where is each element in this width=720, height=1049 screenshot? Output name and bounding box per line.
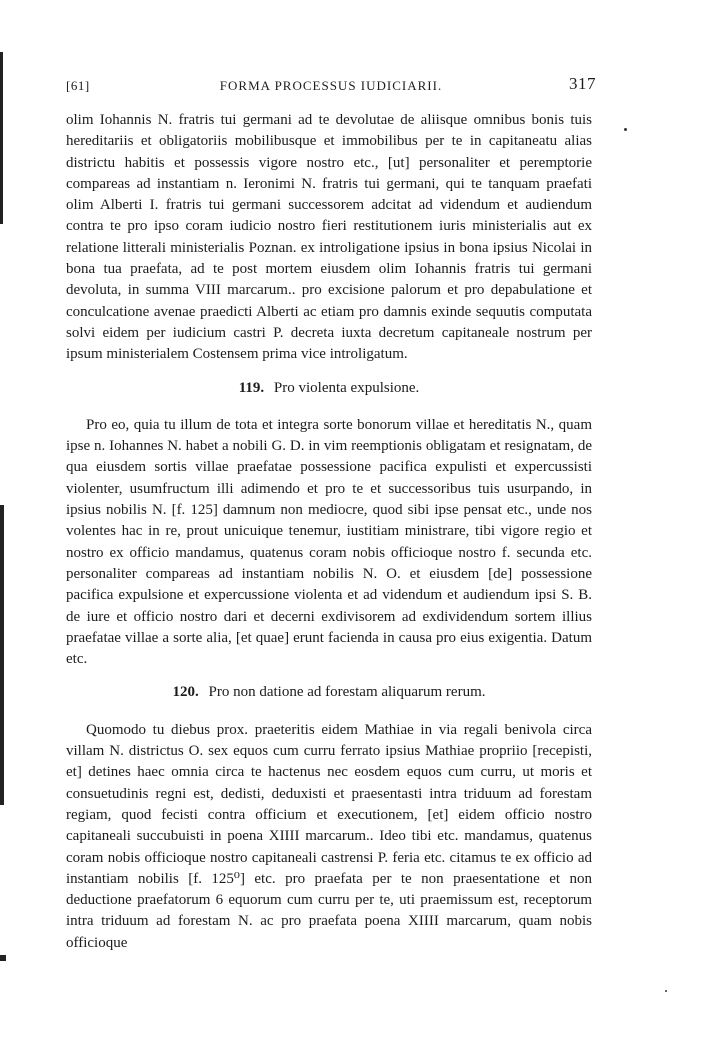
scan-edge-mark xyxy=(0,505,4,805)
scan-edge-mark xyxy=(0,52,3,224)
section-119-heading xyxy=(66,378,592,399)
page-number: 317 xyxy=(569,74,596,93)
section-120-title: Pro non datione ad forestam aliquarum rerum. xyxy=(208,684,486,701)
scan-edge-mark xyxy=(0,955,6,961)
header-folio: [61] xyxy=(66,78,90,93)
body-text xyxy=(66,110,592,954)
running-header xyxy=(66,72,596,96)
speck xyxy=(665,990,667,992)
section-119-text: Pro eo, quia tu illum de tota et integra sorte bonorum villae et hereditatis N., quam ipse n. Iohannes N. habet a nobili G. D. in vim reemptionis obligatam et resignatam, de qua eiusdem sortis villae praefatae possessione pacifica expulisti et expercussisti violenter, usumfructum illi adimendo et pro te et successoribus tuis usurpando, in ipsius nobilis N. [f. 125] damnum non mediocre, quod sibi ipse pensat etc., unde nos volentes hac in re, prout unicuique tenemur, iustitiam ministrare, tibi vigore regio et nostro ex officio mandamus, quatenus coram nobis officioque nostro f. secunda etc. personaliter compareas ad instantiam nobilis N. O. et eiusdem [de] possessione pacifica expulsione et expercussione violenta et ad videndum et audiendum ipsi S. B. de iure et officio nostro dari et decerni exdivisorem ad exdividendum sortem illius praefatae villae a sorte alia, [et quae] erunt facienda in causa pro eius exigentia. Datum etc. xyxy=(66,416,592,668)
header-title: FORMA PROCESSUS IUDICIARII. xyxy=(219,78,443,93)
section-119-title: Pro violenta expulsione. xyxy=(273,379,420,396)
paragraph-continuation: olim Iohannis N. fratris tui germani ad te devolutae de aliisque omnibus bonis tuis hereditariis et obligatoriis mobilibusque et immobilibus per te in capitaneatu alias districtu habitis et possessis vigore nostro etc., [ut] personaliter et peremptorie compareas ad instantiam n. Ieronimi N. fratris tui germani, qui te tanquam praefati olim Alberti I. fratris tui germani successorem adcitat ad videndum et audiendum contra te pro ipso coram iudicio nostro fieri restitutionem iuris ministerialis aut ex relatione litterali ministerialis Poznan. ex introligatione ipsius in bona ipsius Nicolai in bona tua praefata, ad te post mortem eiusdem olim Iohannis fratris tui germani devoluta, in summa VIII marcarum.. pro excisione palorum et pro depabulatione et conculcatione avenae praedicti Alberti ac etiam pro damnis exinde sequutis computata solvi eidem per iudicium castri P. decreta iuxta decretum capitaneale nostrum per ipsum ministerialem Costensem prima vice introligatum. xyxy=(66,112,592,363)
section-120-text: Quomodo tu diebus prox. praeteritis eidem Mathiae in via regali benivola circa villam N. districtus O. sex equos cum curru ferrato ipsius Mathiae propriio [recepisti, et] detines haec omnia circa te hactenus nec eosdem equos cum curru, ut moris et consuetudinis regni est, dedisti, deduxisti et praesentasti intra triduum ad forestam regiam, quod fecisti contra officium et executionem, [et] eidem officio nostro capitaneali succubuisti in poena XIIII marcarum.. Ideo tibi etc. mandamus, quatenus coram nobis officioque nostro capitaneali castrensi P. feria etc. citamus te ex officio ad instantiam nobilis [f. 125⁰] etc. pro praefata per te non praesentatione et non deductione praefatorum 6 equorum cum curru per te, uti praemissum est, receptorum intra triduum ad forestam N. ac pro praefata poena XIIII marcarum, quam nobis officioque xyxy=(66,721,592,951)
section-119-number: 119. xyxy=(238,379,265,396)
section-120-number: 120. xyxy=(172,684,199,701)
speck xyxy=(624,128,627,131)
section-120-heading xyxy=(66,682,592,703)
